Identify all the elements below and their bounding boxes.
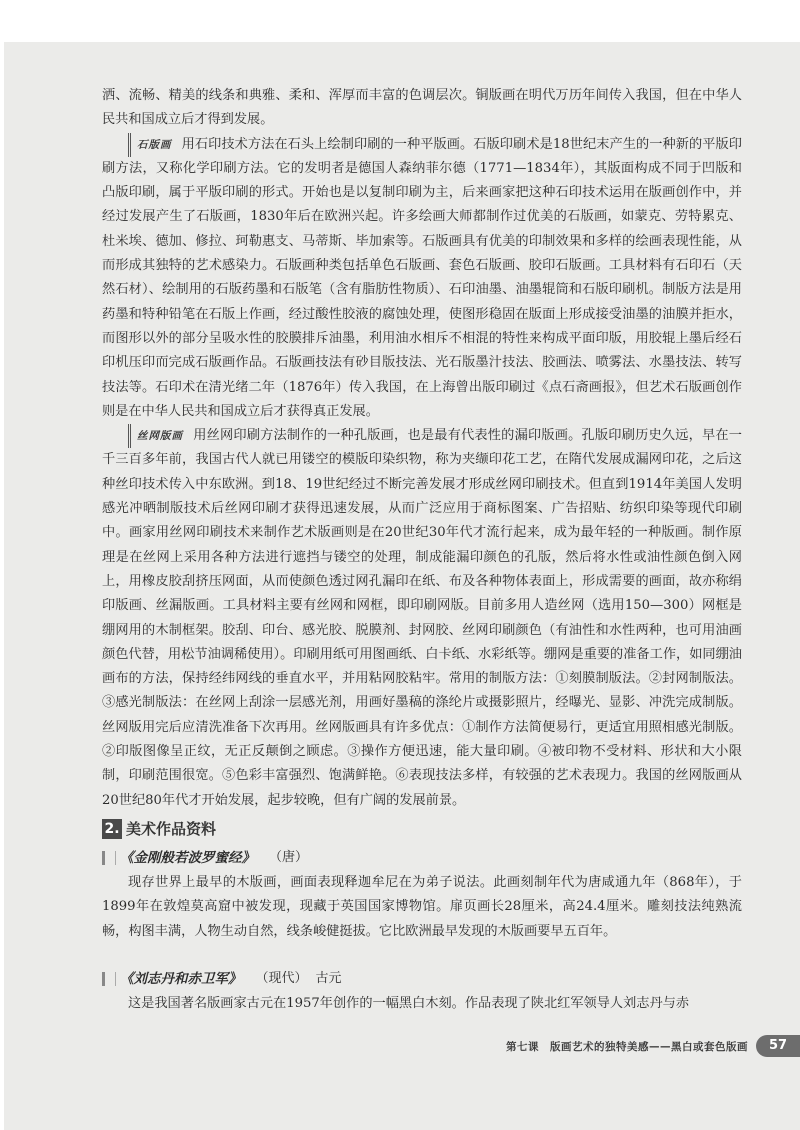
paragraph-lithograph-text: 用石印技术方法在石头上绘制印刷的一种平版画。石版印刷术是18世纪末产生的一种新的平版印刷方法，又称化学印刷方法。它的发明者是德国人森纳菲尔德（1771—1834年），其版面构成不同于凹版和凸版印刷，属于平版印刷的形式。开始也是以复制印刷为主，后来画家把这种石印技术运用在版画创作中，并经过发展产生了石版画，1830年后在欧洲兴起。许多绘画大师都制作过优美的石版画，如蒙克、劳特累克、杜米埃、德加、修拉、珂勒惠支、马蒂斯、毕加索等。石版画具有优美的印制效果和多样的绘画表现性能，从而形成其独特的艺术感染力。石版画种类包括单色石版画、套色石版画、胶印石版画。工具材料有石印石（天然石材）、绘制用的石版药墨和石版笔（含有脂肪性物质）、石印油墨、油墨辊筒和石版印刷机。制版方法是用药墨和特种铅笔在石版上作画，经过酸性胶液的腐蚀处理，使图形稳固在版面上形成接受油墨的油膜并拒水，而图形以外的部分呈吸水性的胶膜排斥油墨，利用油水相斥不相混的特性来构成平面印版，用胶辊上墨后经石印机压印而完成石版画作品。石版画技法有砂目版技法、光石版墨汁技法、胶画法、喷雾法、水墨技法、转写技法等。石印术在清光绪二年（1876年）传入我国，在上海曾出版印刷过《点石斋画报》，但艺术石版画创作则是在中华人民共和国成立后才获得真正发展。 xyxy=(102,136,742,419)
section-number: 2. xyxy=(102,819,122,839)
paragraph-screenprint-text: 用丝网印刷方法制作的一种孔版画，也是最有代表性的漏印版画。孔版印刷历史久远，早在一千三百多年前，我国古代人就已用镂空的模版印染织物，称为夹缬印花工艺，在隋代发展成漏网印花，之后这种丝印技术传入中东欧洲。到18、19世纪经过不断完善发展才形成丝网印刷技术。但直到1914年美国人发明感光冲晒制版技术后丝网印刷才获得迅速发展，从而广泛应用于商标图案、广告招贴、纺织印染等现代印刷中。画家用丝网印刷技术来制作艺术版画则是在20世纪30年代才流行起来，成为最年轻的一种版画。制作原理是在丝网上采用各种方法进行遮挡与镂空的处理，制成能漏印颜色的孔版，然后将水性或油性颜色倒入网上，用橡皮胶刮挤压网面，从而使颜色透过网孔漏印在纸、布及各种物体表面上，形成需要的画面，故亦称绢印版画、丝漏版画。工具材料主要有丝网和网框，即印刷网版。目前多用人造丝网（选用150—300）网框是绷网用的木制框架。胶刮、印台、感光胶、脱膜剂、封网胶、丝网印刷颜色（有油性和水性两种，也可用油画颜色代替，用松节油调稀使用）。印刷用纸可用图画纸、白卡纸、水彩纸等。绷网是重要的准备工作，如同绷油画布的方法，保持经纬网线的垂直水平，并用粘网胶粘牢。常用的制版方法：①刻膜制版法。②封网制版法。③感光制版法：在丝网上刮涂一层感光剂，用画好墨稿的涤纶片或摄影照片，经曝光、显影、冲洗完成制版。丝网版用完后应清洗准备下次再用。丝网版画具有许多优点：①制作方法简便易行，更适宜用照相感光制版。②印版图像呈正纹，无正反颠倒之顾虑。③操作方便迅速，能大量印刷。④被印物不受材料、形状和大小限制，印刷范围很宽。⑤色彩丰富强烈、饱满鲜艳。⑥表现技法多样，有较强的艺术表现力。我国的丝网版画从20世纪80年代才开始发展，起步较晚，但有广阔的发展前景。 xyxy=(102,428,742,808)
work-title: 《刘志丹和赤卫军》 xyxy=(120,970,242,987)
work-era: （现代） xyxy=(255,970,308,986)
work-title-row xyxy=(102,966,742,992)
paragraph-screenprint xyxy=(102,424,742,813)
section-title: 美术作品资料 xyxy=(126,819,217,838)
work-title-row xyxy=(102,845,742,871)
bookmark-icon xyxy=(102,972,116,986)
paragraph-lithograph xyxy=(102,133,742,425)
spacer xyxy=(102,944,742,966)
work-title: 《金刚般若波罗蜜经》 xyxy=(120,849,255,866)
paragraph-copper-continued: 洒、流畅、精美的线条和典雅、柔和、浑厚而丰富的色调层次。铜版画在明代万历年间传入我国，但在中华人民共和国成立后才得到发展。 xyxy=(102,88,742,128)
work-description: 现存世界上最早的木版画，画面表现释迦牟尼在为弟子说法。此画刻制年代为唐咸通九年（868年），于1899年在敦煌莫高窟中被发现，现藏于英国国家博物馆。扉页画长28厘米，高24.4厘米。雕刻技法纯熟流畅，构图丰满，人物生动自然，线条峻健挺拔。它比欧洲最早发现的木版画要早五百年。 xyxy=(102,874,742,939)
bookmark-icon xyxy=(102,851,116,865)
work-era: （唐） xyxy=(269,849,309,865)
footer-lesson-title: 第七课 版画艺术的独特美感——黑白或套色版画 xyxy=(506,1040,748,1053)
page-body xyxy=(102,84,742,1016)
term-screenprint: 丝网版画 xyxy=(128,424,183,448)
page-number: 57 xyxy=(756,1035,800,1057)
page-footer xyxy=(430,1034,800,1058)
work-artist: 古元 xyxy=(315,970,342,986)
term-lithograph: 石版画 xyxy=(128,133,172,157)
section-heading xyxy=(102,815,742,843)
work-description: 这是我国著名版画家古元在1957年创作的一幅黑白木刻。作品表现了陕北红军领导人刘志丹与赤 xyxy=(128,995,690,1011)
